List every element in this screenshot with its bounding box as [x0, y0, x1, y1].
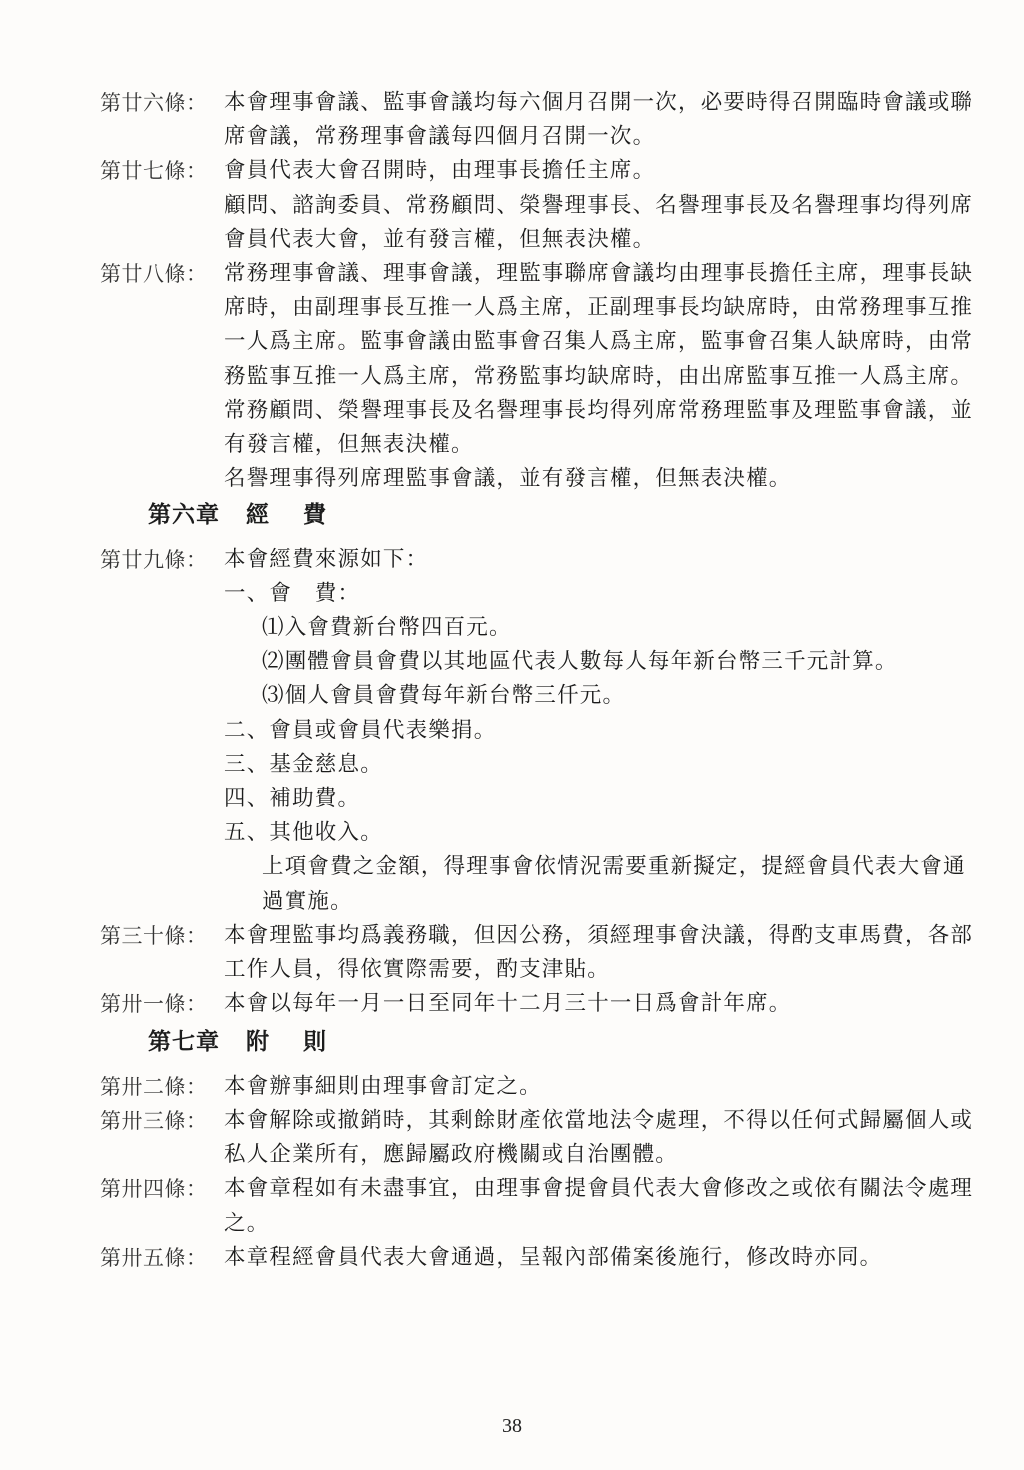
article-label: 第卅四條：: [100, 1177, 208, 1202]
article-body: [224, 919, 980, 987]
article-body: [224, 1070, 980, 1104]
chapter-7-heading: [148, 1025, 980, 1059]
article: [100, 257, 980, 496]
fee-entry: ⑶個人會員會費每年新台幣三仟元。: [262, 683, 626, 709]
chapter-7-number: 第七章: [148, 1029, 220, 1056]
fee-entry: ⑵團體會員會費以其地區代表人數每人每年新台幣三千元計算。: [262, 649, 898, 675]
article-label: 第三十條：: [100, 923, 208, 948]
articles-group-c: [100, 1070, 980, 1275]
article-label: 第卅一條：: [100, 992, 208, 1017]
revenue-item-donations: 二、會員或會員代表樂捐。: [224, 717, 497, 743]
page-number: 38: [502, 1415, 522, 1437]
article-body: [224, 1241, 980, 1275]
article: [100, 1172, 980, 1240]
revenue-item-fund-interest: 三、基金慈息。: [224, 751, 383, 777]
articles-group-b: [100, 919, 980, 1022]
chapter-7-name: 附則: [246, 1029, 360, 1056]
page-content: [100, 86, 980, 1275]
article-paragraph: 名譽理事得列席理監事會議，並有發言權，但無表決權。: [224, 466, 792, 492]
fee-adjustment-note: 上項會費之金額，得理事會依情況需要重新擬定，提經會員代表大會通過實施。: [262, 854, 966, 914]
article-paragraph: 會員代表大會召開時，由理事長擔任主席。: [224, 158, 656, 184]
article: [100, 919, 980, 987]
article-paragraph: 常務理事會議、理事會議，理監事聯席會議均由理事長擔任主席，理事長缺席時，由副理事長互推一人爲主席，正副理事長均缺席時，由常務理事互推一人爲主席。監事會議由監事會召集人爲主席，監事會召集人缺席時，由常務監事互推一人爲主席，常務監事均缺席時，由出席監事互推一人爲主席。: [224, 261, 974, 389]
article-29-intro: 本會經費來源如下：: [224, 546, 429, 572]
article-label: 第卅三條：: [100, 1108, 208, 1133]
article-body: [224, 86, 980, 154]
revenue-item-other: 五、其他收入。: [224, 820, 383, 846]
article-paragraph: 常務顧問、榮譽理事長及名譽理事長均得列席常務理監事及理監事會議，並有發言權，但無表決權。: [224, 397, 974, 458]
article: [100, 1104, 980, 1172]
article: [100, 1241, 980, 1275]
article-label: 第廿七條：: [100, 159, 208, 184]
article: [100, 987, 980, 1021]
articles-group-a: [100, 86, 980, 496]
article-paragraph: 顧問、諮詢委員、常務顧問、榮譽理事長、名譽理事長及名譽理事均得列席會員代表大會，並有發言權，但無表決權。: [224, 192, 974, 252]
article-paragraph: 本會理監事均爲義務職，但因公務，須經理事會決議，得酌支車馬費，各部工作人員，得依實際需要，酌支津貼。: [224, 922, 974, 983]
article-29: [100, 543, 980, 919]
article-paragraph: 本會以每年一月一日至同年十二月三十一日爲會計年席。: [224, 991, 792, 1017]
article-paragraph: 本會解除或撤銷時，其剩餘財產依當地法令處理，不得以任何式歸屬個人或私人企業所有，應歸屬政府機關或自治團體。: [224, 1107, 974, 1168]
revenue-source-list: [224, 577, 980, 919]
article: [100, 1070, 980, 1104]
article: [100, 154, 980, 257]
article-label: 第卅五條：: [100, 1245, 208, 1270]
article-paragraph: 本會章程如有未盡事宜，由理事會提會員代表大會修改之或依有關法令處理之。: [224, 1176, 974, 1236]
article-body: [224, 154, 980, 257]
article-paragraph: 本會辦事細則由理事會訂定之。: [224, 1073, 542, 1099]
article-paragraph: 本會理事會議、監事會議均每六個月召開一次，必要時得召開臨時會議或聯席會議，常務理事會議每四個月召開一次。: [224, 90, 974, 150]
article-body: [224, 1104, 980, 1172]
article-label: 第廿六條：: [100, 91, 208, 115]
revenue-item-subsidies: 四、補助費。: [224, 786, 361, 812]
chapter-6-name: 經費: [246, 502, 360, 529]
revenue-item-fees: 一、會 費：: [224, 580, 361, 606]
article-label: 第廿九條：: [100, 547, 208, 572]
article-label: 第卅二條：: [100, 1074, 208, 1099]
article-body: [224, 1172, 980, 1240]
chapter-6-heading: [148, 498, 980, 532]
article-body: [224, 987, 980, 1021]
article-label: 第廿八條：: [100, 262, 208, 287]
fee-entry: ⑴入會費新台幣四百元。: [262, 615, 512, 641]
article-body: [224, 543, 980, 919]
chapter-6-number: 第六章: [148, 502, 220, 529]
article-body: [224, 257, 980, 496]
article: [100, 86, 980, 154]
article-paragraph: 本章程經會員代表大會通過，呈報內部備案後施行，修改時亦同。: [224, 1244, 883, 1270]
